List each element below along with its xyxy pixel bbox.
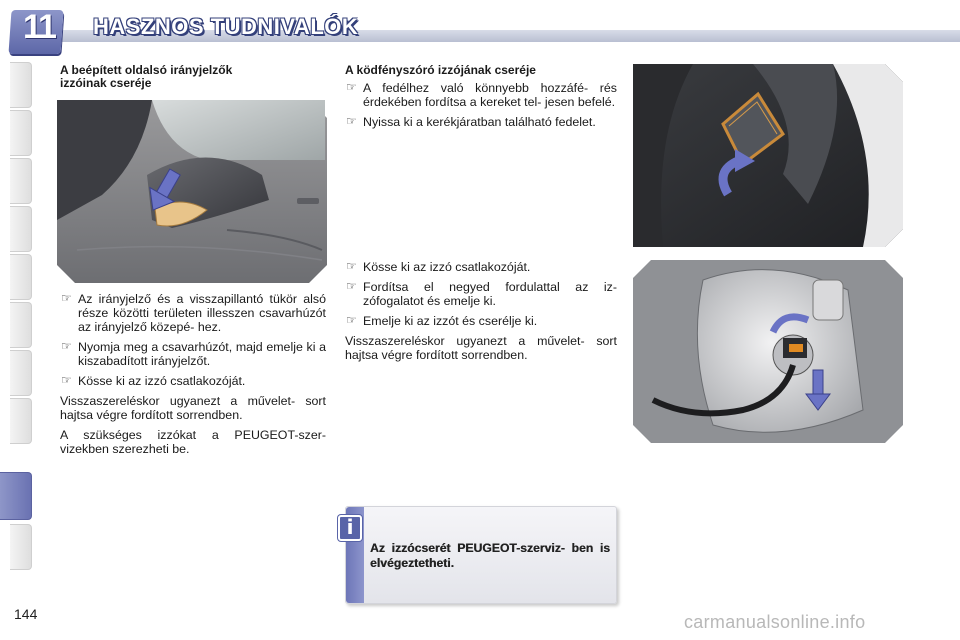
page-header — [0, 0, 960, 52]
instruction-bullet: ☞ Nyissa ki a kerékjáratban található fedelet. — [345, 115, 617, 129]
middle-column-top — [345, 64, 617, 135]
chapter-tab[interactable] — [10, 524, 32, 570]
chapter-tab[interactable] — [10, 62, 32, 108]
chapter-tab[interactable] — [10, 110, 32, 156]
chapter-tab[interactable] — [10, 398, 32, 444]
chapter-tab[interactable] — [10, 302, 32, 348]
dealer-note: A szükséges izzókat a PEUGEOT-szer- vizekben szerezheti be. — [60, 428, 326, 456]
reassembly-note: Visszaszereléskor ugyanezt a művelet- sort hajtsa végre fordított sorrendben. — [60, 394, 326, 422]
info-icon: i — [338, 515, 362, 541]
instruction-bullet: ☞ A fedélhez való könnyebb hozzáfé- rés érdekében fordítsa a kereket tel- jesen befelé. — [345, 81, 617, 109]
chapter-tab[interactable] — [10, 350, 32, 396]
instruction-bullet: ☞ Kösse ki az izzó csatlakozóját. — [60, 374, 326, 388]
info-text: Az izzócserét PEUGEOT-szerviz- ben is elvégeztetheti. — [370, 541, 610, 570]
chapter-tab[interactable] — [10, 206, 32, 252]
fog-lamp-bulb-photo — [633, 260, 903, 443]
page-number: 144 — [14, 606, 38, 622]
chapter-tab-strip — [0, 62, 34, 577]
instruction-bullet: ☞ Fordítsa el negyed fordulattal az iz- zófogalatot és emelje ki. — [345, 280, 617, 308]
wheel-arch-cover-photo — [633, 64, 903, 247]
watermark: carmanualsonline.info — [684, 612, 866, 632]
chapter-number: 11 — [23, 8, 55, 46]
left-column-heading — [60, 64, 330, 90]
chapter-tab[interactable] — [10, 254, 32, 300]
instruction-bullet: ☞ Nyomja meg a csavarhúzót, majd emelje ki a kiszabadított irányjelzőt. — [60, 340, 326, 368]
instruction-bullet: ☞ Az irányjelző és a visszapillantó tükör alsó része közötti területen illesszen csavarhúzót az irányjelző közepé- hez. — [60, 292, 326, 334]
mirror-indicator-photo — [57, 100, 327, 283]
chapter-tab[interactable] — [10, 158, 32, 204]
instruction-bullet: ☞ Emelje ki az izzót és cserélje ki. — [345, 314, 617, 328]
chapter-tab-active[interactable] — [0, 472, 32, 520]
left-column-body — [60, 292, 326, 462]
section-heading: A ködfényszóró izzójának cseréje — [345, 63, 536, 77]
instruction-bullet: ☞ Kösse ki az izzó csatlakozóját. — [345, 260, 617, 274]
page-title: HASZNOS TUDNIVALÓK — [93, 14, 359, 39]
heading-line: A beépített oldalsó irányjelzők — [60, 63, 233, 77]
heading-line: izzóinak cseréje — [60, 76, 152, 90]
middle-column-bottom — [345, 260, 617, 368]
reassembly-note: Visszaszereléskor ugyanezt a művelet- sort hajtsa végre fordított sorrendben. — [345, 334, 617, 362]
